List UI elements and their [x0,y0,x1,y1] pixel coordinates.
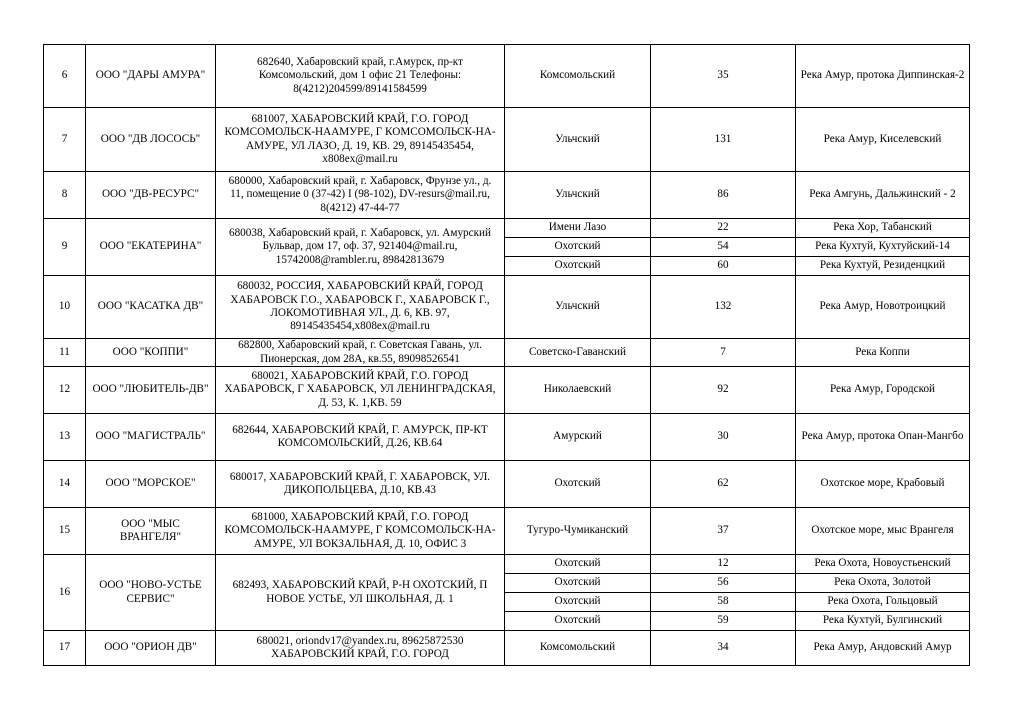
fishing-area-cell: Охотское море, мыс Врангеля [796,508,970,555]
district-cell: Тугуро-Чумиканский [505,508,651,555]
district-cell: Амурский [505,414,651,461]
district-cell: Николаевский [505,367,651,414]
district-cell: Ульчский [505,108,651,172]
table-row [44,276,970,339]
area-code-cell: 132 [651,276,796,339]
row-number-cell: 10 [44,276,86,339]
table-row [44,555,970,574]
company-name-cell: ООО "ОРИОН ДВ" [86,631,216,666]
area-code-cell: 35 [651,45,796,108]
company-name-cell: ООО "КАСАТКА ДВ" [86,276,216,339]
fishing-areas-table [43,44,970,666]
area-code-cell: 59 [651,612,796,631]
area-code-cell: 62 [651,461,796,508]
fishing-area-cell: Река Хор, Табанский [796,219,970,238]
company-name-cell: ООО "КОППИ" [86,339,216,367]
table-row [44,45,970,108]
company-name-cell: ООО "ЕКАТЕРИНА" [86,219,216,276]
area-code-cell: 60 [651,257,796,276]
fishing-area-cell: Река Коппи [796,339,970,367]
district-cell: Ульчский [505,276,651,339]
table-row [44,339,970,367]
district-cell: Охотский [505,238,651,257]
fishing-area-cell: Река Амур, Городской [796,367,970,414]
company-name-cell: ООО "МОРСКОЕ" [86,461,216,508]
area-code-cell: 86 [651,172,796,219]
district-cell: Охотский [505,574,651,593]
table-row [44,631,970,666]
fishing-area-cell: Река Охота, Новоустьенский [796,555,970,574]
area-code-cell: 92 [651,367,796,414]
table-row [44,367,970,414]
row-number-cell: 12 [44,367,86,414]
row-number-cell: 13 [44,414,86,461]
area-code-cell: 131 [651,108,796,172]
district-cell: Комсомольский [505,631,651,666]
company-name-cell: ООО "МАГИСТРАЛЬ" [86,414,216,461]
company-name-cell: ООО "ДВ-РЕСУРС" [86,172,216,219]
address-cell: 680038, Хабаровский край, г. Хабаровск, ул. Амурский Бульвар, дом 17, оф. 37, 921404@mail.ru, 15742008@rambler.ru, 89842813679 [216,219,505,276]
area-code-cell: 30 [651,414,796,461]
area-code-cell: 7 [651,339,796,367]
company-name-cell: ООО "ДАРЫ АМУРА" [86,45,216,108]
area-code-cell: 34 [651,631,796,666]
fishing-area-cell: Охотское море, Крабовый [796,461,970,508]
address-cell: 680017, ХАБАРОВСКИЙ КРАЙ, Г. ХАБАРОВСК, УЛ. ДИКОПОЛЬЦЕВА, Д.10, КВ.43 [216,461,505,508]
fishing-area-cell: Река Кухтуй, Резиденцкий [796,257,970,276]
fishing-area-cell: Река Амгунь, Дальжинский - 2 [796,172,970,219]
address-cell: 680021, oriondv17@yandex.ru, 89625872530 ХАБАРОВСКИЙ КРАЙ, Г.О. ГОРОД [216,631,505,666]
company-name-cell: ООО "НОВО-УСТЬЕ СЕРВИС" [86,555,216,631]
area-code-cell: 12 [651,555,796,574]
fishing-area-cell: Река Охота, Гольцовый [796,593,970,612]
row-number-cell: 6 [44,45,86,108]
address-cell: 680000, Хабаровский край, г. Хабаровск, Фрунзе ул., д. 11, помещение 0 (37-42) I (98-102), DV-resurs@mail.ru, 8(4212) 47-44-77 [216,172,505,219]
address-cell: 682493, ХАБАРОВСКИЙ КРАЙ, Р-Н ОХОТСКИЙ, П НОВОЕ УСТЬЕ, УЛ ШКОЛЬНАЯ, Д. 1 [216,555,505,631]
address-cell: 681000, ХАБАРОВСКИЙ КРАЙ, Г.О. ГОРОД КОМСОМОЛЬСК-НААМУРЕ, Г КОМСОМОЛЬСК-НА-АМУРЕ, УЛ ВОКЗАЛЬНАЯ, Д. 10, ОФИС 3 [216,508,505,555]
area-code-cell: 54 [651,238,796,257]
fishing-area-cell: Река Амур, Андовский Амур [796,631,970,666]
fishing-area-cell: Река Амур, протока Диппинская-2 [796,45,970,108]
company-name-cell: ООО "ЛЮБИТЕЛЬ-ДВ" [86,367,216,414]
address-cell: 680032, РОССИЯ, ХАБАРОВСКИЙ КРАЙ, ГОРОД ХАБАРОВСК Г.О., ХАБАРОВСК Г., ХАБАРОВСК Г., ЛОКОМОТИВНАЯ УЛ., Д. 6, КВ. 97, 89145435454,x808ex@mail.ru [216,276,505,339]
fishing-area-cell: Река Кухтуй, Булгинский [796,612,970,631]
row-number-cell: 8 [44,172,86,219]
district-cell: Охотский [505,555,651,574]
table-row [44,172,970,219]
address-cell: 682640, Хабаровский край, г.Амурск, пр-кт Комсомольский, дом 1 офис 21 Телефоны: 8(4212)204599/89141584599 [216,45,505,108]
row-number-cell: 17 [44,631,86,666]
company-name-cell: ООО "ДВ ЛОСОСЬ" [86,108,216,172]
district-cell: Ульчский [505,172,651,219]
address-cell: 681007, ХАБАРОВСКИЙ КРАЙ, Г.О. ГОРОД КОМСОМОЛЬСК-НААМУРЕ, Г КОМСОМОЛЬСК-НА-АМУРЕ, УЛ ЛАЗО, Д. 19, КВ. 29, 89145435454, x808ex@mail.ru [216,108,505,172]
table-row [44,508,970,555]
address-cell: 682644, ХАБАРОВСКИЙ КРАЙ, Г. АМУРСК, ПР-КТ КОМСОМОЛЬСКИЙ, Д.26, КВ.64 [216,414,505,461]
table-row [44,461,970,508]
district-cell: Советско-Гаванский [505,339,651,367]
fishing-area-cell: Река Кухтуй, Кухтуйский-14 [796,238,970,257]
row-number-cell: 16 [44,555,86,631]
table-row [44,219,970,238]
table-row [44,108,970,172]
area-code-cell: 22 [651,219,796,238]
fishing-area-cell: Река Амур, протока Опан-Мангбо [796,414,970,461]
district-cell: Комсомольский [505,45,651,108]
row-number-cell: 15 [44,508,86,555]
area-code-cell: 37 [651,508,796,555]
district-cell: Охотский [505,257,651,276]
area-code-cell: 58 [651,593,796,612]
district-cell: Охотский [505,593,651,612]
fishing-area-cell: Река Охота, Золотой [796,574,970,593]
district-cell: Охотский [505,461,651,508]
district-cell: Охотский [505,612,651,631]
fishing-area-cell: Река Амур, Новотроицкий [796,276,970,339]
area-code-cell: 56 [651,574,796,593]
company-name-cell: ООО "МЫС ВРАНГЕЛЯ" [86,508,216,555]
table-body [44,45,970,666]
address-cell: 682800, Хабаровский край, г. Советская Гавань, ул. Пионерская, дом 28А, кв.55, 89098526541 [216,339,505,367]
table-row [44,414,970,461]
row-number-cell: 11 [44,339,86,367]
row-number-cell: 9 [44,219,86,276]
address-cell: 680021, ХАБАРОВСКИЙ КРАЙ, Г.О. ГОРОД ХАБАРОВСК, Г ХАБАРОВСК, УЛ ЛЕНИНГРАДСКАЯ, Д. 53, К. 1,КВ. 59 [216,367,505,414]
row-number-cell: 7 [44,108,86,172]
district-cell: Имени Лазо [505,219,651,238]
fishing-area-cell: Река Амур, Киселевский [796,108,970,172]
row-number-cell: 14 [44,461,86,508]
